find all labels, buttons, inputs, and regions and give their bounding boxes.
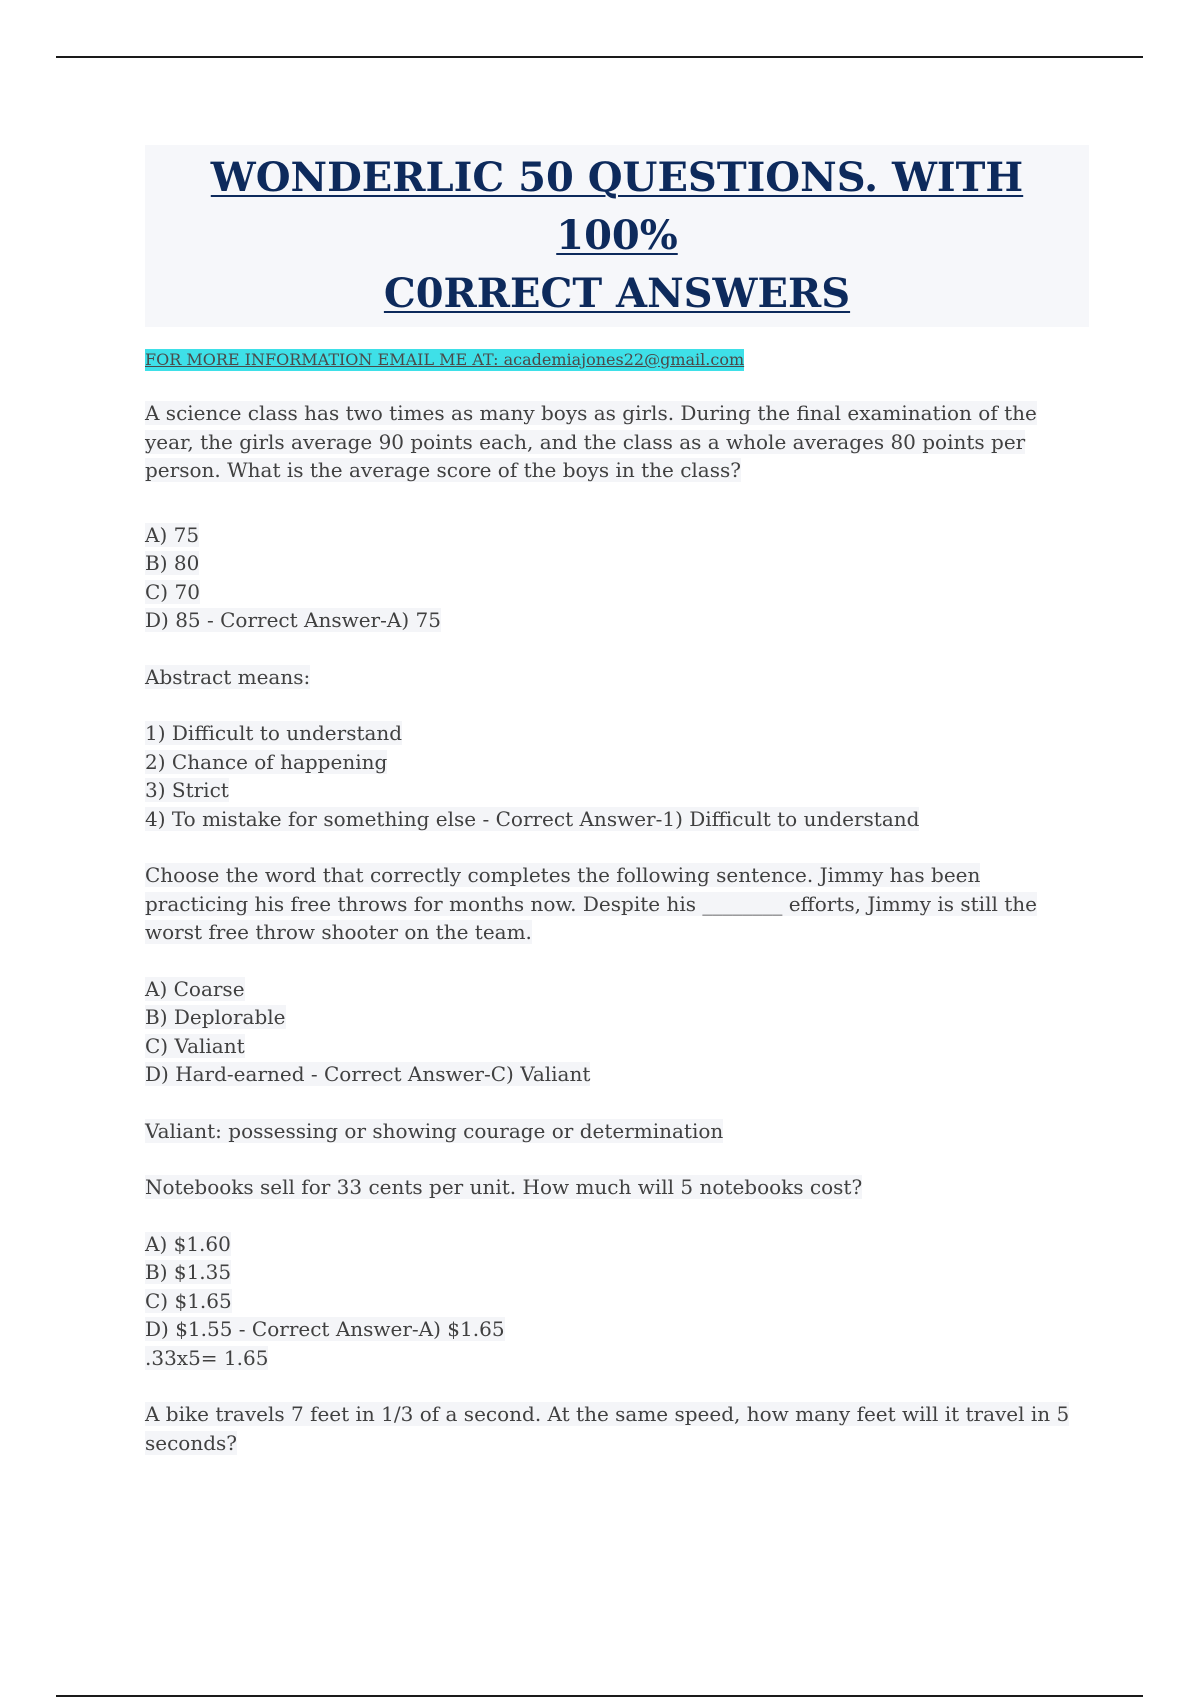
question-1-option-a: A) 75 [145,522,200,547]
contact-line-wrapper [145,349,1089,399]
question-2-option-1: 1) Difficult to understand [145,721,403,745]
question-1-option-c: C) 70 [145,579,200,604]
title-block [145,145,1089,327]
question-4-option-d: D) $1.55 - Correct Answer-A) $1.65 [145,1317,505,1341]
question-2-option-2: 2) Chance of happening [145,749,388,774]
question-3-prompt-line-1: Choose the word that correctly completes the following sentence. Jimmy has been [145,863,981,887]
question-4 [145,1173,1089,1372]
question-3-option-c: C) Valiant [145,1033,245,1058]
question-1-option-d: D) 85 - Correct Answer-A) 75 [145,608,441,632]
question-3 [145,861,1089,1089]
question-1-prompt-line-2: year, the girls average 90 points each, and the class as a whole averages 80 points per [145,429,1026,454]
question-4-explanation: .33x5= 1.65 [145,1345,269,1370]
document-title [155,149,1079,323]
question-2-option-3: 3) Strict [145,778,229,802]
question-3-prompt-line-2: practicing his free throws for months now. Despite his ________ efforts, Jimmy is still the [145,891,1037,916]
definition-note-text: Valiant: possessing or showing courage or determination [145,1118,724,1143]
question-1-prompt-line-3: person. What is the average score of the boys in the class? [145,458,741,482]
definition-note [145,1117,1089,1146]
question-4-option-a: A) $1.60 [145,1231,231,1256]
question-2 [145,663,1089,834]
question-1-prompt-line-1: A science class has two times as many boys as girls. During the final examination of the [145,401,1037,425]
question-2-prompt: Abstract means: [145,664,311,689]
question-5 [145,1400,1089,1457]
question-2-option-4: 4) To mistake for something else - Correct Answer-1) Difficult to understand [145,806,920,831]
title-line-1: WONDERLIC 50 QUESTIONS. WITH 100% [210,154,1024,259]
question-1-option-b: B) 80 [145,551,200,575]
question-3-option-b: B) Deplorable [145,1005,286,1029]
title-line-2: C0RRECT ANSWERS [383,270,851,317]
question-1 [145,399,1089,635]
question-4-prompt: Notebooks sell for 33 cents per unit. How much will 5 notebooks cost? [145,1175,863,1199]
question-4-option-c: C) $1.65 [145,1288,232,1313]
contact-email-link[interactable]: FOR MORE INFORMATION EMAIL ME AT: academiajones22@gmail.com [145,350,745,369]
question-3-option-d: D) Hard-earned - Correct Answer-C) Valiant [145,1062,591,1086]
top-rule [56,56,1143,58]
bottom-rule [56,1695,1143,1697]
question-3-prompt-line-3: worst free throw shooter on the team. [145,920,532,944]
question-5-prompt-line-1: A bike travels 7 feet in 1/3 of a second. At the same speed, how many feet will it travel in 5 [145,1402,1070,1426]
question-3-option-a: A) Coarse [145,976,245,1001]
document-body [145,145,1089,1485]
question-5-prompt-line-2: seconds? [145,1430,238,1455]
question-4-option-b: B) $1.35 [145,1260,232,1284]
